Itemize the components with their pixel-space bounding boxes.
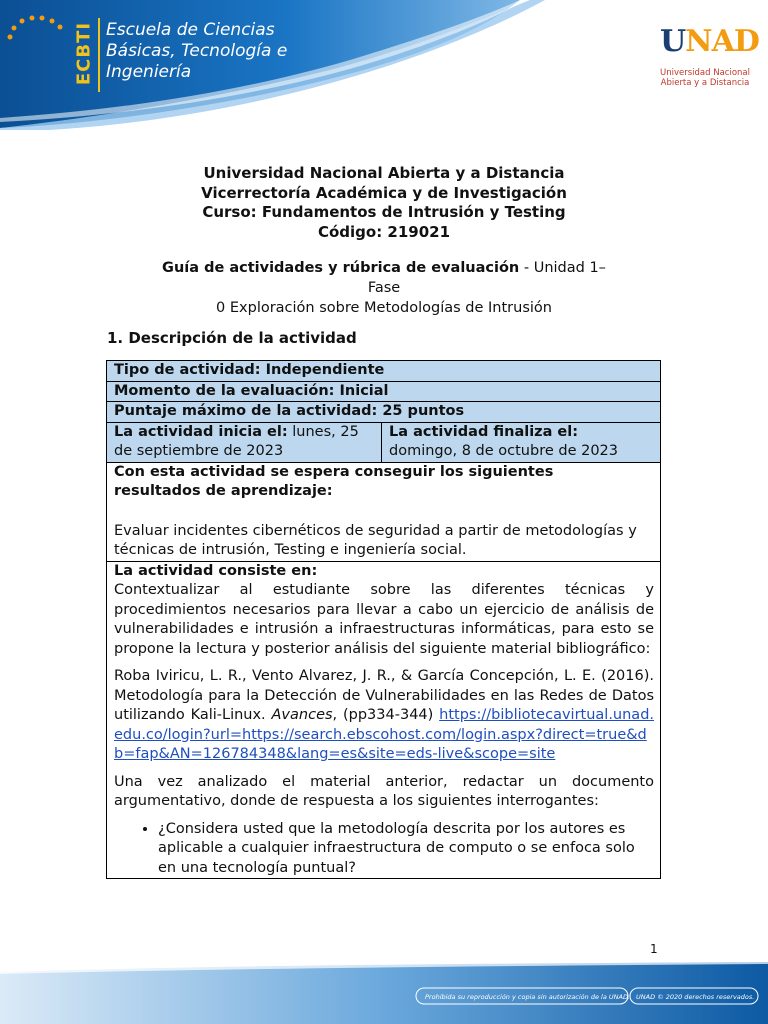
reference-link[interactable]: https://bibliotecavirtual.unad.edu.co/login?url=https://search.ebscohost.com/login.aspx?direct=true&db=fap&AN=126784348&lang=es&site=eds-live&scope=site: [114, 707, 655, 762]
row-resultados: Con esta actividad se espera conseguir los siguientes resultados de aprendizaje: Evaluar incidentes cibernéticos de seguridad a partir de metodologías y técnicas de intrusión, Testing e ingeniería social.: [107, 463, 660, 562]
unad-caption: Universidad Nacional Abierta y a Distancia: [660, 68, 750, 88]
subtitle-guide: Guía de actividades y rúbrica de evaluación: [162, 260, 520, 276]
header-banner: [0, 0, 768, 130]
subtitle-unit: - Unidad 1– Fase: [367, 260, 606, 296]
consiste-paragraph-1: Contextualizar al estudiante sobre las diferentes técnicas y procedimientos necesarios para llevar a cabo un ejercicio de análisis de vulnerabilidades e intrusión a infraestructuras informáticas, para esto se propone la lectura y posterior análisis del siguiente material bibliográfico:: [114, 582, 654, 657]
footer-copyright-notice: Prohibida su reproducción y copia sin autorización de la UNAD.: [425, 993, 631, 1001]
title-university: Universidad Nacional Abierta y a Distancia: [203, 164, 565, 182]
footer-wave-graphic: [0, 958, 768, 1024]
school-line-1: Escuela de Ciencias: [106, 20, 275, 40]
title-course: Curso: Fundamentos de Intrusión y Testing: [202, 203, 566, 221]
cell-finaliza: La actividad finaliza el: domingo, 8 de octubre de 2023: [389, 423, 619, 459]
unad-dots-icon: [0, 0, 84, 80]
row-fechas: [107, 423, 660, 463]
school-name: [106, 20, 287, 83]
section-heading: 1. Descripción de la actividad: [107, 329, 357, 347]
row-momento: Momento de la evaluación: Inicial: [107, 382, 660, 403]
footer-rights-notice: UNAD © 2020 derechos reservados.: [636, 993, 755, 1001]
row-tipo: Tipo de actividad: Independiente: [107, 361, 660, 382]
questions-list: [114, 820, 654, 879]
title-code: Código: 219021: [317, 222, 451, 241]
document-subtitle: [150, 258, 618, 318]
school-line-2: Básicas, Tecnología e: [106, 41, 288, 61]
unad-wordmark: UNAD: [660, 24, 759, 59]
ecbti-divider: [98, 18, 100, 92]
activity-table: [106, 360, 661, 879]
reference-paragraph: Roba Iviricu, L. R., Vento Alvarez, J. R., & García Concepción, L. E. (2016). Metodología para la Detección de Vulnerabilidades en las Redes de Datos utilizando Kali-Linux. Avances, (pp334-344) https://bibliotecavirtual.unad.edu.co/login?url=https://search.ebscohost.com/login.aspx?direct=true&db=fap&AN=126784348&lang=es&site=eds-live&scope=site: [114, 668, 655, 762]
consiste-paragraph-2: Una vez analizado el material anterior, redactar un documento argumentativo, donde de respuesta a los siguientes interrogantes:: [114, 773, 654, 809]
page-number: 1: [650, 942, 658, 956]
document-title: [0, 164, 768, 242]
school-line-3: Ingeniería: [106, 62, 192, 82]
row-puntaje: Puntaje máximo de la actividad: 25 puntos: [107, 402, 660, 423]
question-item: • ¿Considera usted que la metodología descrita por los autores es aplicable a cualquier infraestructura de computo o se enfoca solo en una tecnología puntual?: [158, 820, 654, 879]
resultados-text: Evaluar incidentes cibernéticos de seguridad a partir de metodologías y técnicas de intrusión, Testing e ingeniería social.: [114, 522, 637, 558]
subtitle-phase: 0 Exploración sobre Metodologías de Intrusión: [216, 300, 552, 316]
row-consiste: La actividad consiste en: Contextualizar al estudiante sobre las diferentes técnicas y procedimientos necesarios para llevar a cabo un ejercicio de análisis de vulnerabilidades e intrusión a infraestructuras informáticas, para esto se propone la lectura y posterior análisis del siguiente material bibliográfico: Roba Iviricu, L. R., Vento Alvarez, J. R., & García Concepción, L. E. (2016). Metodología para la Detección de Vulnerabilidades en las Redes de Datos utilizando Kali-Linux. Avances, (pp334-344) https://bibliotecavirtual.unad.edu.co/login?url=https://search.ebscohost.com/login.aspx?direct=true&db=fap&AN=126784348&lang=es&site=eds-live&scope=site Una vez analizado el material anterior, redactar un documento argumentativo, donde de respuesta a los siguientes interrogantes: • ¿Considera usted que la metodología descrita por los autores es aplicable a cualquier infraestructura de computo o se enfoca solo en una tecnología puntual?: [107, 562, 660, 879]
title-vicerrectoria: Vicerrectoría Académica y de Investigación: [201, 183, 567, 202]
ecbti-vertical-label: ECBTI: [73, 21, 95, 86]
cell-inicia: La actividad inicia el: lunes, 25 de septiembre de 2023: [107, 423, 382, 462]
footer-banner: [0, 958, 768, 1024]
